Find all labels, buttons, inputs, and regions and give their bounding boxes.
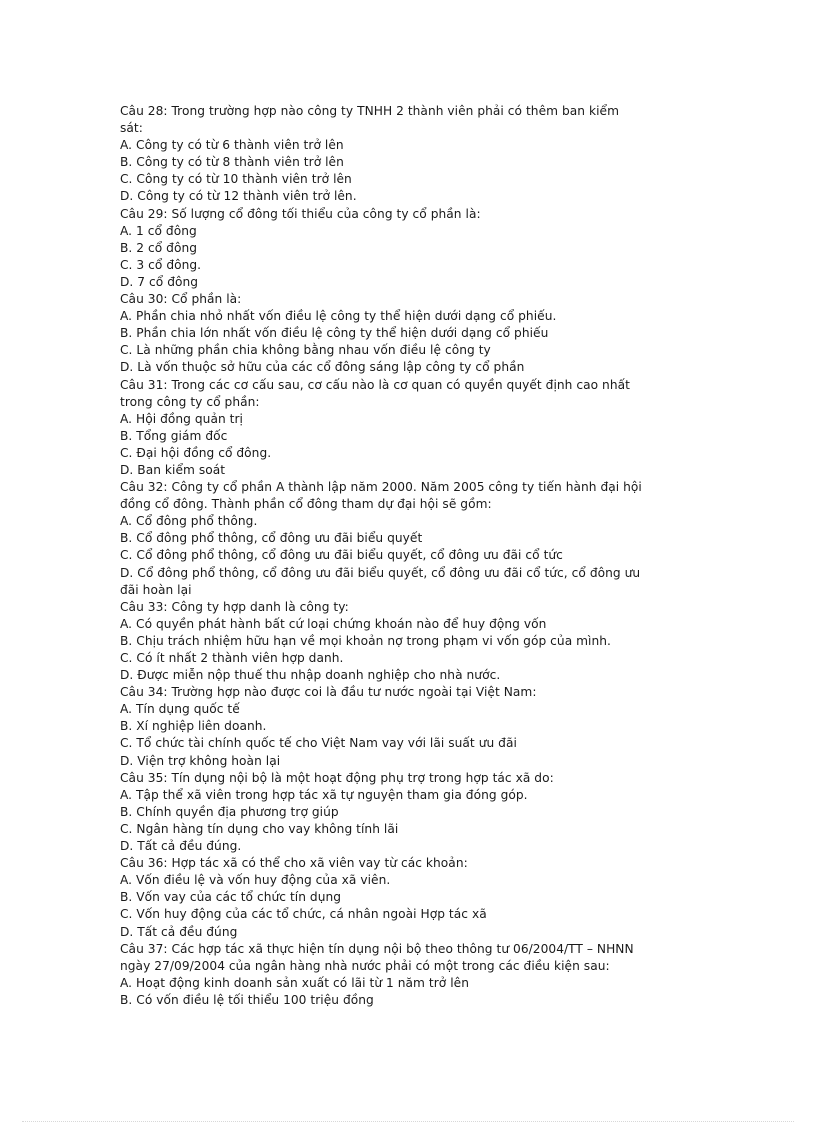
text-line: D. 7 cổ đông (120, 274, 199, 289)
text-line: B. Chính quyền địa phương trợ giúp (120, 804, 339, 819)
text-line: đồng cổ đông. Thành phần cổ đông tham dự đại hội sẽ gồm: (120, 497, 492, 512)
text-line: đãi hoàn lại (120, 582, 192, 597)
text-line: C. Công ty có từ 10 thành viên trở lên (120, 172, 352, 187)
text-line: D. Công ty có từ 12 thành viên trở lên. (120, 189, 357, 204)
text-line: B. Có vốn điều lệ tối thiểu 100 triệu đồng (120, 992, 374, 1007)
text-line: D. Tất cả đều đúng (120, 924, 238, 939)
text-line: B. Vốn vay của các tổ chức tín dụng (120, 890, 342, 905)
text-line: A. Hoạt động kinh doanh sản xuất có lãi từ 1 năm trở lên (120, 975, 469, 990)
text-line: Câu 32: Công ty cổ phần A thành lập năm 2000. Năm 2005 công ty tiến hành đại hội (120, 480, 642, 495)
text-line: A. Vốn điều lệ và vốn huy động của xã viên. (120, 873, 391, 888)
text-line: Câu 33: Công ty hợp danh là công ty: (120, 599, 349, 614)
text-line: B. Chịu trách nhiệm hữu hạn về mọi khoản nợ trong phạm vi vốn góp của mình. (120, 633, 611, 648)
text-line: B. Cổ đông phổ thông, cổ đông ưu đãi biểu quyết (120, 531, 423, 546)
text-line: D. Ban kiểm soát (120, 462, 226, 477)
text-line: A. 1 cổ đông (120, 223, 197, 238)
text-line: Câu 37: Các hợp tác xã thực hiện tín dụng nội bộ theo thông tư 06/2004/TT – NHNN (120, 941, 634, 956)
text-line: D. Là vốn thuộc sở hữu của các cổ đông sáng lập công ty cổ phần (120, 360, 525, 375)
text-line: Câu 31: Trong các cơ cấu sau, cơ cấu nào là cơ quan có quyền quyết định cao nhất (120, 377, 630, 392)
text-line: Câu 36: Hợp tác xã có thể cho xã viên vay từ các khoản: (120, 856, 468, 871)
text-line: sát: (120, 121, 143, 136)
text-line: A. Tập thể xã viên trong hợp tác xã tự nguyện tham gia đóng góp. (120, 787, 528, 802)
text-line: B. Phần chia lớn nhất vốn điều lệ công ty thể hiện dưới dạng cổ phiếu (120, 326, 549, 341)
text-line: ngày 27/09/2004 của ngân hàng nhà nước phải có một trong các điều kiện sau: (120, 958, 610, 973)
text-line: trong công ty cổ phần: (120, 394, 260, 409)
text-line: A. Hội đồng quản trị (120, 411, 243, 426)
text-line: C. Cổ đông phổ thông, cổ đông ưu đãi biểu quyết, cổ đông ưu đãi cổ tức (120, 548, 563, 563)
text-line: D. Viện trợ không hoàn lại (120, 753, 281, 768)
text-line: D. Được miễn nộp thuế thu nhập doanh nghiệp cho nhà nước. (120, 668, 501, 683)
text-line: D. Cổ đông phổ thông, cổ đông ưu đãi biểu quyết, cổ đông ưu đãi cổ tức, cổ đông ưu (120, 565, 641, 580)
text-line: Câu 29: Số lượng cổ đông tối thiểu của công ty cổ phần là: (120, 206, 481, 221)
text-line: C. Là những phần chia không bằng nhau vốn điều lệ công ty (120, 343, 491, 358)
text-line: B. Tổng giám đốc (120, 428, 228, 443)
text-line: B. Công ty có từ 8 thành viên trở lên (120, 155, 344, 170)
text-line: Câu 28: Trong trường hợp nào công ty TNHH 2 thành viên phải có thêm ban kiểm (120, 104, 619, 118)
text-line: A. Tín dụng quốc tế (120, 702, 240, 717)
text-line: Câu 35: Tín dụng nội bộ là một hoạt động phụ trợ trong hợp tác xã do: (120, 770, 554, 785)
text-line: B. 2 cổ đông (120, 240, 198, 255)
text-line: A. Công ty có từ 6 thành viên trở lên (120, 138, 344, 153)
text-line: C. Ngân hàng tín dụng cho vay không tính lãi (120, 821, 399, 836)
text-line: B. Xí nghiệp liên doanh. (120, 719, 267, 734)
document-body (120, 103, 710, 1009)
text-line: Câu 30: Cổ phần là: (120, 292, 242, 307)
text-line: C. 3 cổ đông. (120, 257, 202, 272)
text-line: A. Có quyền phát hành bất cứ loại chứng khoán nào để huy động vốn (120, 616, 547, 631)
text-line: C. Đại hội đồng cổ đông. (120, 445, 272, 460)
text-line: D. Tất cả đều đúng. (120, 839, 242, 854)
page-bottom-divider (22, 1121, 794, 1122)
text-line: C. Vốn huy động của các tổ chức, cá nhân ngoài Hợp tác xã (120, 907, 487, 922)
text-line: Câu 34: Trường hợp nào được coi là đầu tư nước ngoài tại Việt Nam: (120, 685, 537, 700)
text-line: C. Tổ chức tài chính quốc tế cho Việt Nam vay với lãi suất ưu đãi (120, 736, 517, 751)
text-line: A. Phần chia nhỏ nhất vốn điều lệ công ty thể hiện dưới dạng cổ phiếu. (120, 309, 557, 324)
text-line: A. Cổ đông phổ thông. (120, 514, 258, 529)
text-line: C. Có ít nhất 2 thành viên hợp danh. (120, 651, 344, 665)
